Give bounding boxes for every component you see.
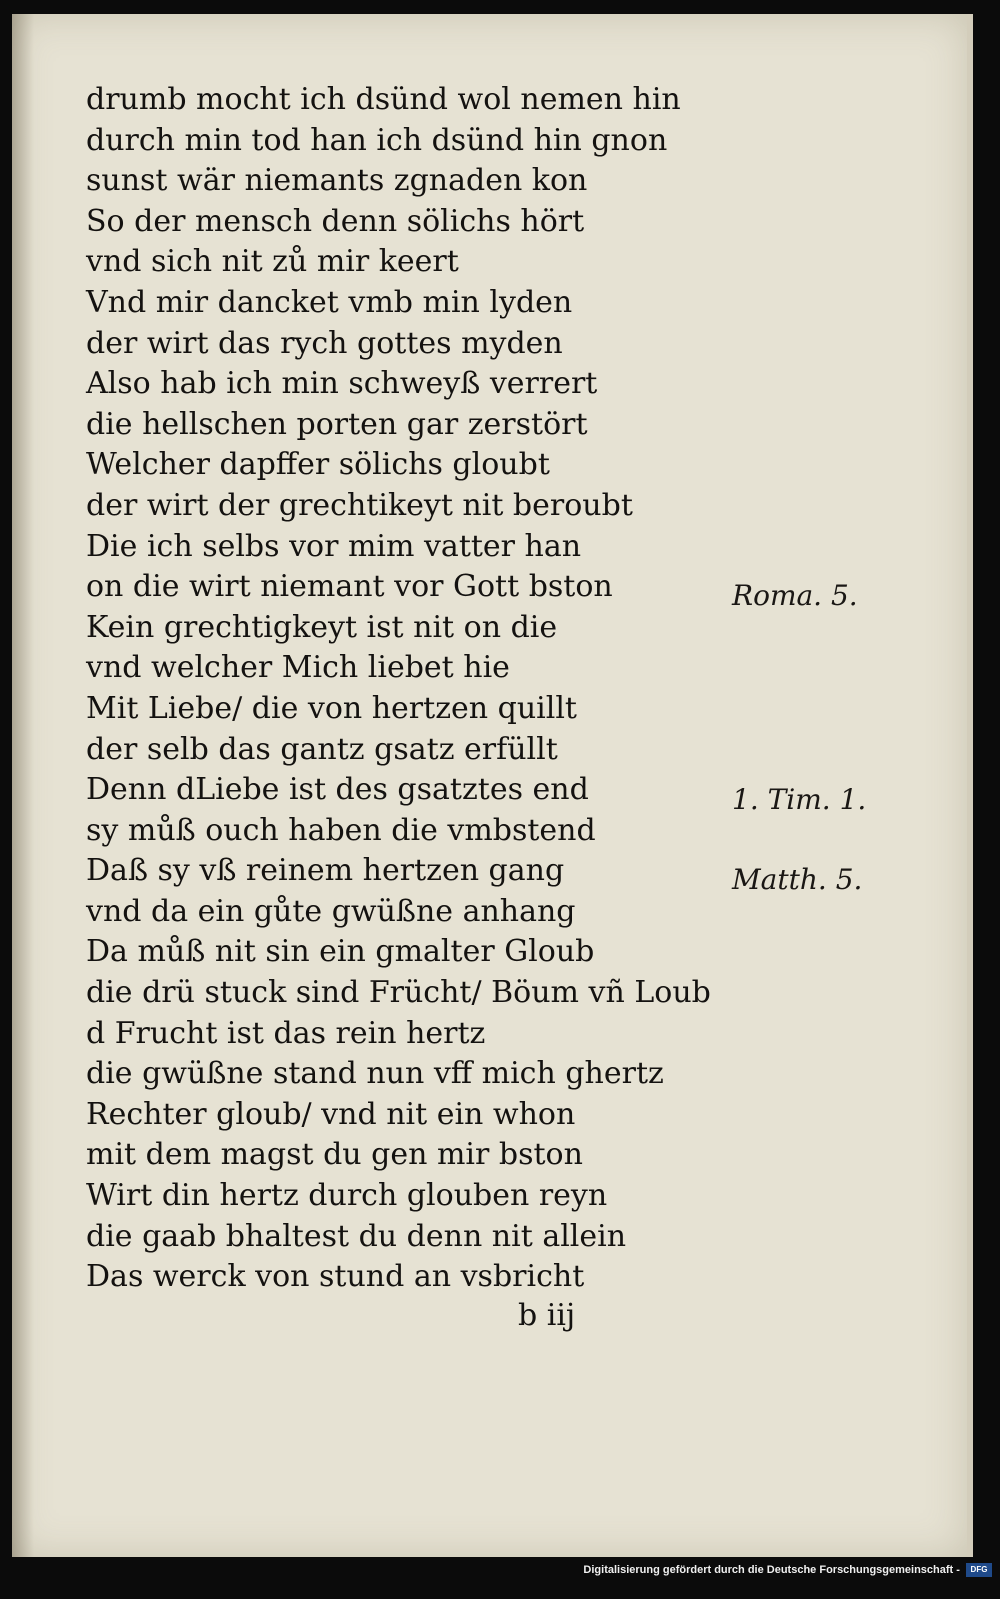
- text-line: Vnd mir dancket vmb min lyden: [86, 284, 573, 320]
- text-line: die gwüßne stand nun vff mich ghertz: [86, 1056, 664, 1092]
- text-line: Daß sy vß reinem hertzen gang: [86, 853, 565, 889]
- text-line: Rechter gloub/ vnd nit ein whon: [86, 1096, 576, 1132]
- margin-note-tim: 1. Tim. 1.: [732, 783, 867, 816]
- text-line: Welcher dapffer sölichs gloubt: [86, 447, 550, 483]
- text-line: Die ich selbs vor mim vatter han: [86, 528, 582, 564]
- text-line: Also hab ich min schweyß verrert: [86, 366, 598, 402]
- text-line: Das werck von stund an vsbricht: [86, 1259, 585, 1295]
- text-line: Denn dLiebe ist des gsatztes end: [86, 772, 589, 808]
- margin-note-roma: Roma. 5.: [732, 579, 858, 612]
- text-line: on die wirt niemant vor Gott bston: [86, 569, 613, 605]
- text-line: sy můß ouch haben die vmbstend: [86, 812, 596, 848]
- book-page: [12, 14, 973, 1557]
- text-line: die hellschen porten gar zerstört: [86, 406, 588, 442]
- text-line: vnd welcher Mich liebet hie: [86, 650, 510, 686]
- text-line: der wirt das rych gottes myden: [86, 325, 563, 361]
- text-line: Wirt din hertz durch glouben reyn: [86, 1178, 608, 1214]
- signature-mark: b iij: [518, 1298, 576, 1333]
- dfg-logo-icon: DFG: [966, 1563, 992, 1577]
- text-line: mit dem magst du gen mir bston: [86, 1137, 583, 1173]
- text-line: der selb das gantz gsatz erfüllt: [86, 731, 558, 767]
- text-line: Da můß nit sin ein gmalter Gloub: [86, 934, 595, 970]
- text-line: drumb mocht ich dsünd wol nemen hin: [86, 82, 681, 117]
- margin-note-matth: Matth. 5.: [732, 863, 863, 896]
- verse-text-block: [86, 80, 711, 1298]
- text-line: sunst wär niemants zgnaden kon: [86, 163, 588, 199]
- text-line: So der mensch denn sölichs hört: [86, 203, 585, 239]
- text-line: Kein grechtigkeyt ist nit on die: [86, 609, 558, 645]
- text-line: vnd da ein gůte gwüßne anhang: [86, 893, 576, 929]
- text-line: vnd sich nit zů mir keert: [86, 244, 459, 280]
- text-line: durch min tod han ich dsünd hin gnon: [86, 122, 668, 158]
- footer-credit-text: Digitalisierung gefördert durch die Deutsche Forschungsgemeinschaft -: [583, 1564, 960, 1576]
- text-line: die gaab bhaltest du denn nit allein: [86, 1218, 627, 1254]
- footer-credit-bar: [0, 1563, 992, 1595]
- text-line: der wirt der grechtikeyt nit beroubt: [86, 487, 633, 523]
- text-line: d Frucht ist das rein hertz: [86, 1015, 486, 1051]
- text-line: die drü stuck sind Frücht/ Böum vñ Loub: [86, 975, 711, 1011]
- page-gutter-shadow: [12, 14, 34, 1557]
- text-line: Mit Liebe/ die von hertzen quillt: [86, 690, 577, 726]
